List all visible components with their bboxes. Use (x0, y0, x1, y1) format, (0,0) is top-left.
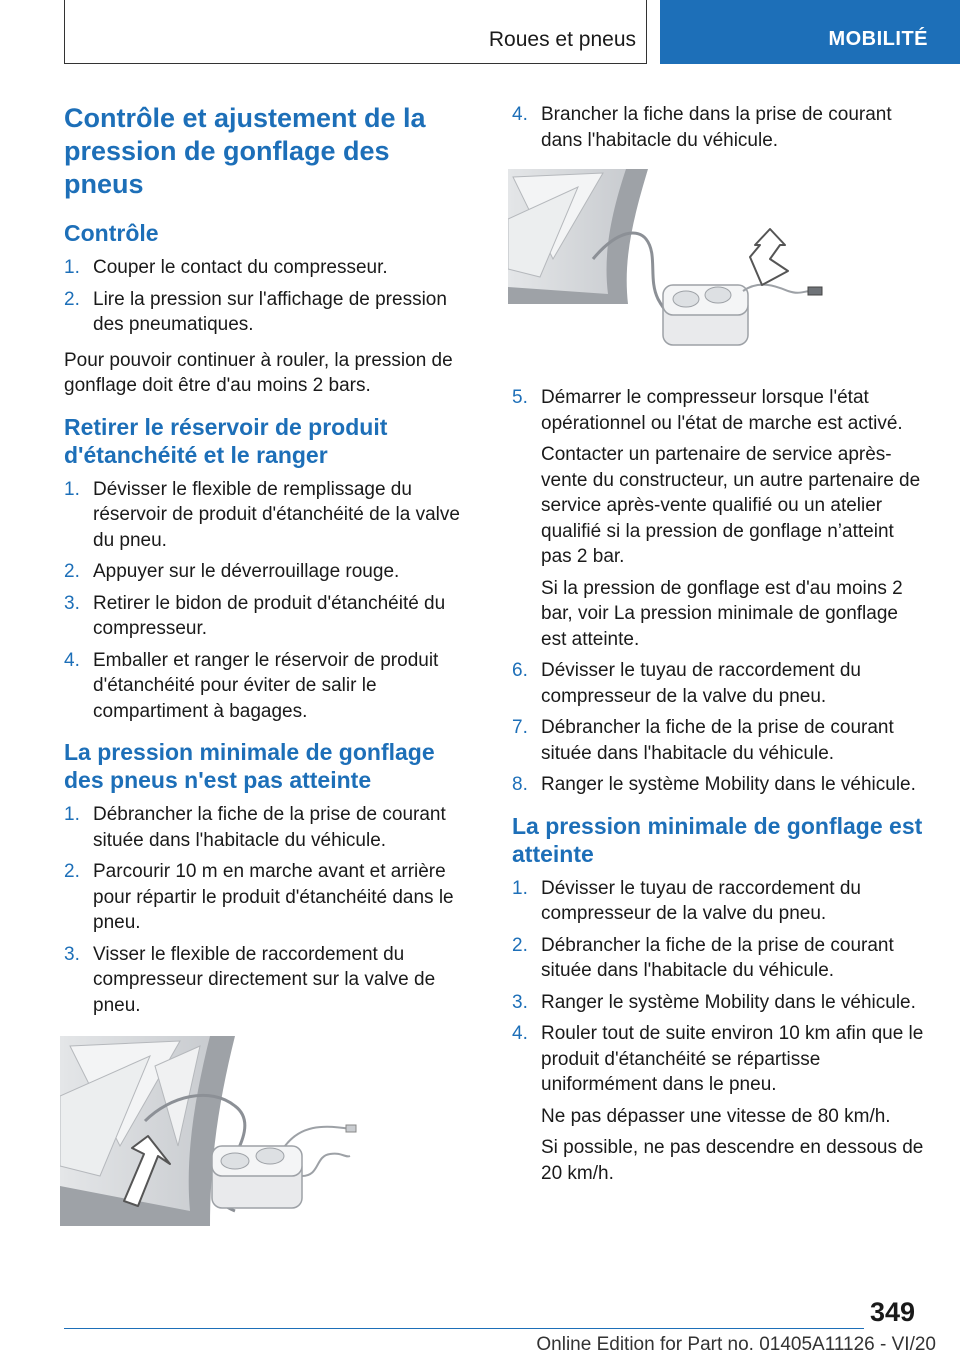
page-number: 349 (870, 1297, 916, 1327)
list-item (64, 859, 474, 936)
heading-remove: Retirer le réservoir de produit d'étanchéité et le ranger (64, 413, 388, 468)
step-number: 2. (64, 561, 80, 582)
left-column (64, 102, 474, 1226)
list-item (512, 772, 928, 798)
right-steps-top (512, 102, 928, 153)
page-title: Contrôle et ajustement de la pression de gonflage des pneus (64, 103, 426, 199)
step-number: 2. (512, 934, 528, 956)
compressor-valve-illustration (60, 1036, 370, 1226)
step-text: Dévisser le tuyau de raccordement du compresseur de la valve du pneu. (541, 877, 861, 924)
compressor-plug-illustration (508, 169, 828, 359)
step-subtext: Si possible, ne pas descendre en dessous de 20 km/h. (541, 1137, 924, 1184)
step-text: Emballer et ranger le réservoir de produit d'étanchéité pour éviter de salir le compartiment à bagages. (93, 649, 439, 722)
list-item (64, 477, 474, 554)
list-item (512, 990, 928, 1016)
section-title: Roues et pneus (488, 28, 636, 51)
edition-text: Online Edition for Part no. 01405A11126 - VI/20 (536, 1334, 936, 1355)
step-text: Brancher la fiche dans la prise de courant dans l'habitacle du véhicule. (541, 104, 892, 151)
heading-not-reached: La pression minimale de gonflage des pneus n'est pas atteinte (64, 739, 435, 793)
check-note: Pour pouvoir continuer à rouler, la pression de gonflage doit être d'au moins 2 bars. (64, 349, 453, 396)
not-reached-steps (64, 802, 474, 1018)
step-text: Ranger le système Mobility dans le véhicule. (541, 774, 916, 795)
chapter-tab (660, 0, 960, 64)
list-item (64, 255, 474, 281)
header-box (64, 0, 647, 64)
step-number: 2. (64, 288, 80, 310)
step-number: 1. (64, 804, 80, 825)
step-subtext: Contacter un partenaire de service après-vente du constructeur, un autre partenaire de service après-vente qualifié ou un atelier qualifié si la pression de gonflage n’atteint pas 2 bar. (541, 444, 921, 567)
step-number: 8. (512, 774, 528, 795)
step-number: 6. (512, 660, 528, 681)
reached-steps (512, 876, 928, 1187)
list-item (512, 658, 928, 709)
step-number: 5. (512, 387, 528, 408)
list-item (512, 933, 928, 984)
step-text: Parcourir 10 m en marche avant et arrière pour répartir le produit d'étanchéité dans le pneu. (93, 861, 454, 933)
step-text: Débrancher la fiche de la prise de courant située dans l'habitacle du véhicule. (541, 934, 894, 981)
step-number: 4. (64, 649, 80, 671)
step-number: 1. (64, 257, 80, 278)
list-item (64, 942, 474, 1019)
list-item (512, 876, 928, 927)
list-item (512, 1021, 928, 1186)
step-text: Dévisser le flexible de remplissage du réservoir de produit d'étanchéité de la valve du pneu. (93, 478, 460, 551)
step-text: Couper le contact du compresseur. (93, 257, 388, 278)
chapter-title: MOBILITÉ (828, 28, 928, 50)
step-subtext: Ne pas dépasser une vitesse de 80 km/h. (541, 1105, 891, 1127)
step-text: Lire la pression sur l'affichage de pression des pneumatiques. (93, 288, 447, 335)
list-item (512, 385, 928, 652)
step-text: Débrancher la fiche de la prise de courant située dans l'habitacle du véhicule. (541, 717, 894, 764)
step-text: Visser le flexible de raccordement du compresseur directement sur la valve de pneu. (93, 943, 436, 1016)
list-item (64, 559, 474, 585)
step-text: Démarrer le compresseur lorsque l'état opérationnel ou l'état de marche est activé. (541, 387, 903, 434)
list-item (64, 287, 474, 338)
step-text: Retirer le bidon de produit d'étanchéité du compresseur. (93, 592, 446, 639)
step-text: Ranger le système Mobility dans le véhicule. (541, 991, 916, 1013)
step-number: 1. (64, 478, 80, 500)
step-text: Appuyer sur le déverrouillage rouge. (93, 561, 400, 582)
step-number: 3. (64, 943, 80, 965)
step-text: Dévisser le tuyau de raccordement du compresseur de la valve du pneu. (541, 660, 861, 707)
step-number: 1. (512, 877, 528, 899)
footer-divider (64, 1328, 864, 1329)
remove-steps (64, 477, 474, 725)
step-text: Rouler tout de suite environ 10 km afin que le produit d'étanchéité se répartisse uniformément dans le pneu. (541, 1023, 924, 1095)
right-column (512, 102, 928, 1196)
right-steps-mid (512, 385, 928, 798)
list-item (64, 648, 474, 725)
step-number: 2. (64, 861, 80, 882)
heading-reached: La pression minimale de gonflage est atteinte (512, 812, 923, 867)
step-text: Débrancher la fiche de la prise de courant située dans l'habitacle du véhicule. (93, 804, 446, 851)
step-number: 4. (512, 1023, 528, 1044)
heading-check: Contrôle (64, 220, 159, 246)
step-subtext: Si la pression de gonflage est d'au moins 2 bar, voir La pression minimale de gonflage est atteinte. (541, 577, 903, 650)
list-item (512, 715, 928, 766)
list-item (64, 802, 474, 853)
check-steps (64, 255, 474, 338)
step-number: 3. (64, 592, 80, 614)
step-number: 7. (512, 717, 528, 738)
step-number: 4. (512, 104, 528, 125)
step-number: 3. (512, 991, 528, 1013)
list-item (64, 591, 474, 642)
list-item (512, 102, 928, 153)
